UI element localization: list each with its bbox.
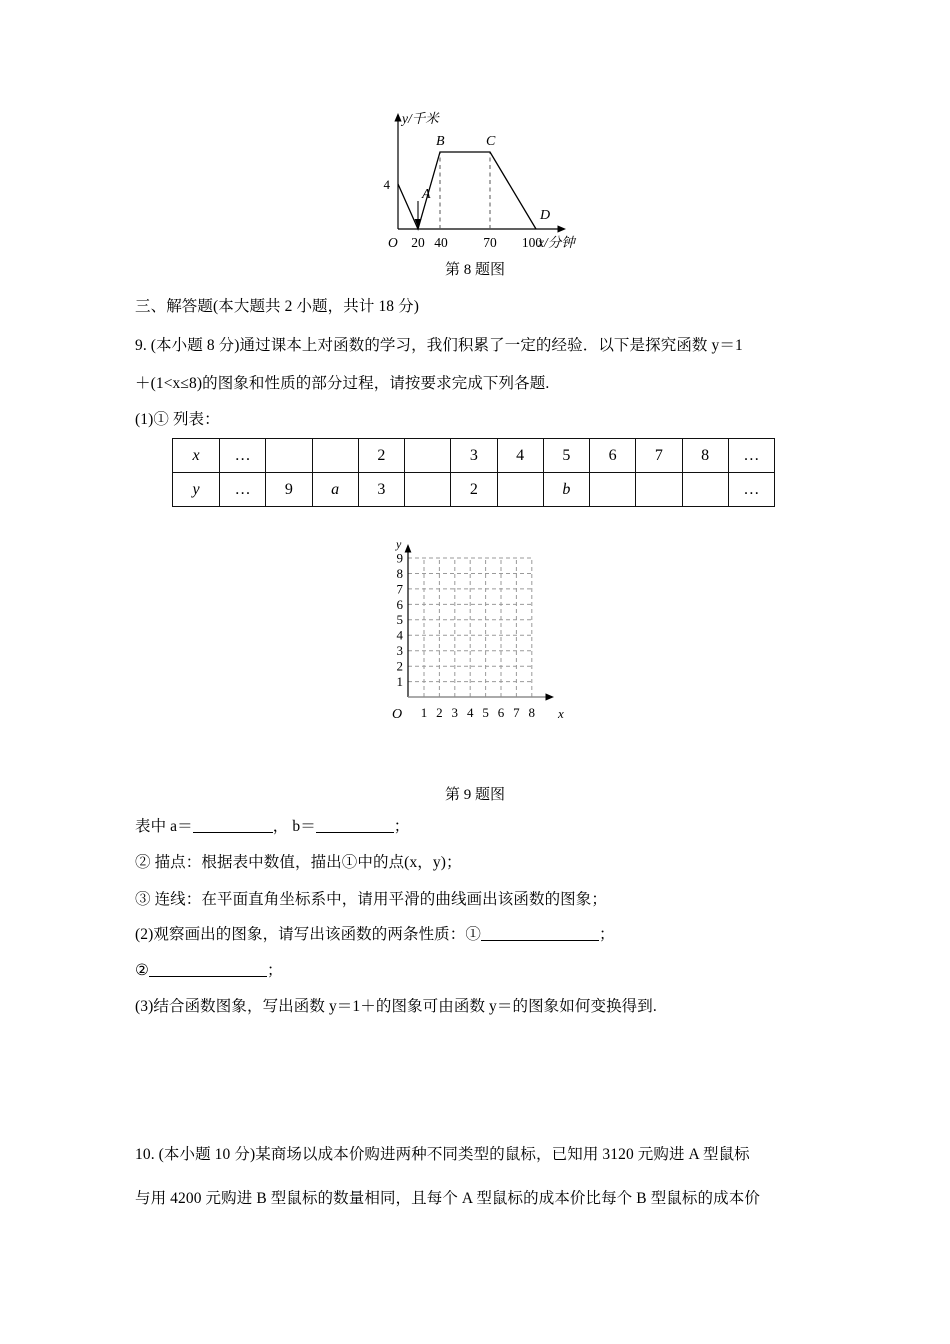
figure-9-blank-grid: [382, 528, 597, 743]
table-cell-x-4: 2: [358, 439, 404, 473]
table-cell-y-3: a: [312, 473, 358, 507]
fig8-x-axis-label: x/分钟: [538, 235, 575, 250]
fig9-y-axis-arrowhead: [405, 544, 412, 553]
fig9-x-tick-4: 4: [466, 705, 474, 720]
problem-9-part2-end: ；: [598, 926, 615, 943]
table-cell-y-7: [497, 473, 543, 507]
table-cell-y-9: [590, 473, 636, 507]
table-cell-x-12: …: [728, 439, 774, 473]
table-cell-x-6: 3: [451, 439, 497, 473]
figure-8-svg: [380, 105, 590, 255]
fig8-y-axis-label: y/千米: [402, 111, 439, 126]
problem-9-part2-marker-2: ②: [135, 962, 149, 979]
answer-blank-a[interactable]: [193, 817, 273, 833]
table-cell-x-11: 8: [682, 439, 728, 473]
table-cell-y-10: [636, 473, 682, 507]
problem-9-ab-label-b: ， b＝: [272, 818, 316, 835]
fig8-point-label-C: C: [486, 134, 496, 149]
y-axis-arrowhead: [394, 113, 401, 122]
table-cell-y-8: b: [543, 473, 589, 507]
fig8-x-tick-70: 70: [483, 235, 497, 250]
problem-9-part1-label: (1)① 列表：: [135, 411, 220, 428]
problem-10-line-2: 与用 4200 元购进 B 型鼠标的数量相同，且每个 A 型鼠标的成本价比每个 B 型鼠标的成本价: [135, 1190, 760, 1207]
table-row-y: [173, 473, 775, 507]
fig9-x-tick-6: 6: [497, 705, 505, 720]
fig9-origin-label: O: [392, 707, 403, 722]
fig9-x-tick-2: 2: [436, 705, 443, 720]
fig9-y-tick-5: 5: [396, 612, 403, 628]
fig9-y-tick-4: 4: [396, 627, 403, 643]
problem-9-line-1: 9. (本小题 8 分)通过课本上对函数的学习，我们积累了一定的经验．以下是探究函数 y＝1: [135, 337, 743, 354]
fig8-x-tick-20: 20: [411, 235, 425, 250]
fig9-y-tick-2: 2: [396, 658, 403, 674]
figure-8-caption: 第 8 题图: [444, 262, 505, 278]
problem-9-step-3: ③ 连线：在平面直角坐标系中，请用平滑的曲线画出该函数的图象；: [135, 891, 607, 908]
table-cell-x-5: [405, 439, 451, 473]
value-table: [172, 438, 775, 507]
table-cell-x-2: [266, 439, 312, 473]
problem-9-step-2: ② 描点：根据表中数值，描出①中的点(x，y)；: [135, 854, 462, 871]
fig9-y-axis-label: y: [396, 537, 402, 551]
fig9-x-axis-arrowhead: [546, 693, 555, 700]
problem-9-ab-blanks-line: [135, 817, 409, 838]
x-axis-arrowhead: [558, 225, 567, 232]
table-cell-y-11: [682, 473, 728, 507]
table-cell-y-1: …: [220, 473, 266, 507]
fig9-y-tick-9: 9: [396, 550, 403, 566]
fig8-x-tick-40: 40: [434, 235, 448, 250]
table-cell-y-12: …: [728, 473, 774, 507]
problem-9-part2-line-1: [135, 925, 615, 946]
problem-9-part2-prompt: (2)观察画出的图象，请写出该函数的两条性质：①: [135, 926, 481, 943]
table-cell-x-7: 4: [497, 439, 543, 473]
fig8-y-tick-4: 4: [383, 177, 390, 192]
problem-9-ab-end: ；: [393, 818, 410, 835]
fig8-point-label-A: A: [422, 187, 431, 202]
figure-9-svg: [382, 528, 597, 743]
problem-9-part2-marker-2-end: ；: [267, 962, 283, 979]
fig9-x-tick-3: 3: [451, 705, 459, 720]
problem-9-part-3: (3)结合函数图象，写出函数 y＝1＋的图象可由函数 y＝的图象如何变换得到.: [135, 998, 657, 1015]
answer-blank-b[interactable]: [316, 817, 394, 833]
figure-9-caption: 第 9 题图: [444, 787, 505, 803]
answer-blank-property-1[interactable]: [481, 925, 599, 941]
table-header-x: x: [173, 439, 220, 473]
answer-blank-property-2[interactable]: [149, 961, 267, 977]
grid-lines: [408, 558, 532, 697]
problem-10-line-1: 10. (本小题 10 分)某商场以成本价购进两种不同类型的鼠标，已知用 3120 元购进 A 型鼠标: [135, 1146, 750, 1163]
piecewise-curve: [398, 152, 536, 229]
fig9-x-tick-1: 1: [420, 705, 428, 720]
fig9-x-tick-7: 7: [513, 705, 520, 720]
problem-9-line-2: ＋(1<x≤8)的图象和性质的部分过程，请按要求完成下列各题.: [135, 375, 550, 392]
table-cell-x-1: …: [220, 439, 266, 473]
fig8-origin-label: O: [388, 235, 398, 250]
table-cell-y-2: 9: [266, 473, 312, 507]
fig8-point-label-B: B: [436, 134, 445, 149]
problem-9-part2-line-2: [135, 961, 283, 982]
table-header-y: y: [173, 473, 220, 507]
table-cell-y-6: 2: [451, 473, 497, 507]
fig8-x-tick-100: 100: [521, 235, 543, 250]
table-cell-x-10: 7: [636, 439, 682, 473]
problem-9-ab-label-a: 表中 a＝: [135, 818, 193, 835]
table-cell-y-4: 3: [358, 473, 404, 507]
fig9-y-tick-1: 1: [396, 674, 403, 689]
fig8-point-label-D: D: [540, 208, 551, 223]
section-heading: 三、解答题(本大题共 2 小题，共计 18 分): [135, 298, 419, 315]
table-cell-x-3: [312, 439, 358, 473]
fig9-y-tick-3: 3: [396, 643, 403, 659]
fig9-y-tick-8: 8: [396, 565, 403, 581]
table-row-x: [173, 439, 775, 473]
table-cell-x-9: 6: [590, 439, 636, 473]
table-cell-x-8: 5: [543, 439, 589, 473]
fig9-x-tick-5: 5: [482, 705, 489, 720]
figure-8-piecewise-graph: [380, 105, 590, 255]
table-cell-y-5: [405, 473, 451, 507]
fig9-y-tick-7: 7: [396, 581, 403, 597]
fig9-x-tick-8: 8: [528, 705, 536, 720]
fig9-y-tick-6: 6: [396, 596, 403, 612]
fig9-x-axis-label: x: [558, 706, 564, 721]
